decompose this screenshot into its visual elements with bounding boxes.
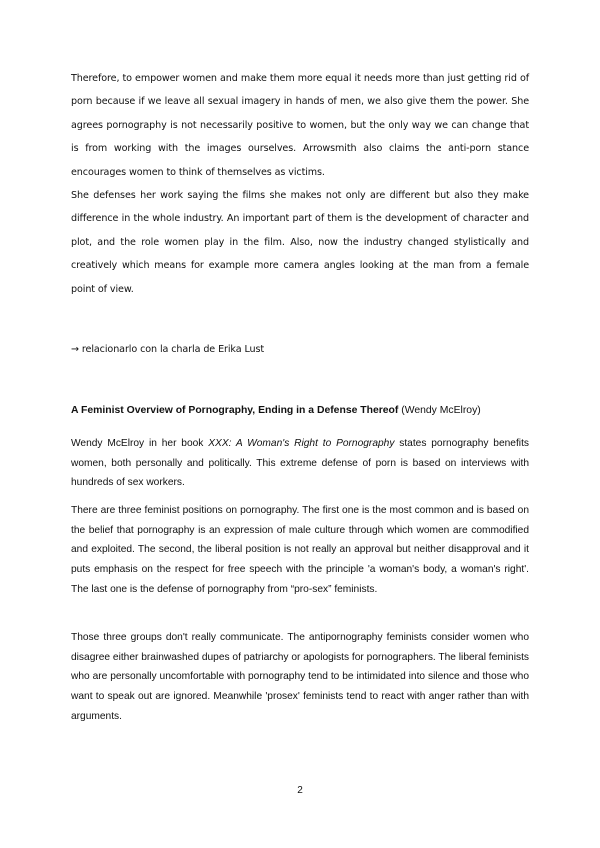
section-title: A Feminist Overview of Pornography, Ending in a Defense Thereof [71,405,399,416]
arrow-icon: → [71,344,79,355]
p3-lead: Wendy McElroy in her book [71,438,209,449]
note-text: relacionarlo con la charla de Erika Lust [78,344,265,355]
note-erika-lust [71,338,264,361]
paragraph-three-positions: There are three feminist positions on pornography. The first one is the most common and is based on the belief that pornography is an expression of male culture through which women are commodified and exploited. The second, the liberal position is not really an approval but neither disapproval and it puts emphasis on the respect for free speech with the principle 'a woman's body, a woman's right'. The last one is the defense of pornography from “pro-sex” feminists. [71,505,529,595]
page-number: 2 [297,785,303,796]
p3-rest: states pornography benefits women, both personally and politically. This extreme defense of porn is based on interviews with hundreds of sex workers. [71,438,529,489]
paragraph-mcelroy-book [71,434,529,493]
section-author: (Wendy McElroy) [398,405,481,416]
paragraph-films-defense: She defenses her work saying the films she makes not only are different but also they make difference in the whole industry. An important part of them is the development of character and plot, and the role women play in the film. Also, now the industry changed stylistically and creatively which means for example more camera angles looking at the man from a female point of view. [71,190,529,295]
paragraph-empower-women: Therefore, to empower women and make them more equal it needs more than just getting rid of porn because if we leave all sexual imagery in hands of men, we also give them the power. She agrees pornography is not necessarily positive to women, but the only way we can change that is from working with the images ourselves. Arrowsmith also claims the anti-porn stance encourages women to think of themselves as victims. [71,73,529,178]
book-title: XXX: A Woman's Right to Pornography [208,438,395,449]
paragraph-groups-communicate: Those three groups don't really communicate. The antipornography feminists consider women who disagree either brainwashed dupes of patriarchy or apologists for pornographers. The liberal feminists who are personally uncomfortable with pornography tend to be intimidated into silence and those who want to speak out are ignored. Meanwhile 'prosex' feminists tend to react with anger rather than with arguments. [71,632,529,722]
section-heading [71,400,481,422]
